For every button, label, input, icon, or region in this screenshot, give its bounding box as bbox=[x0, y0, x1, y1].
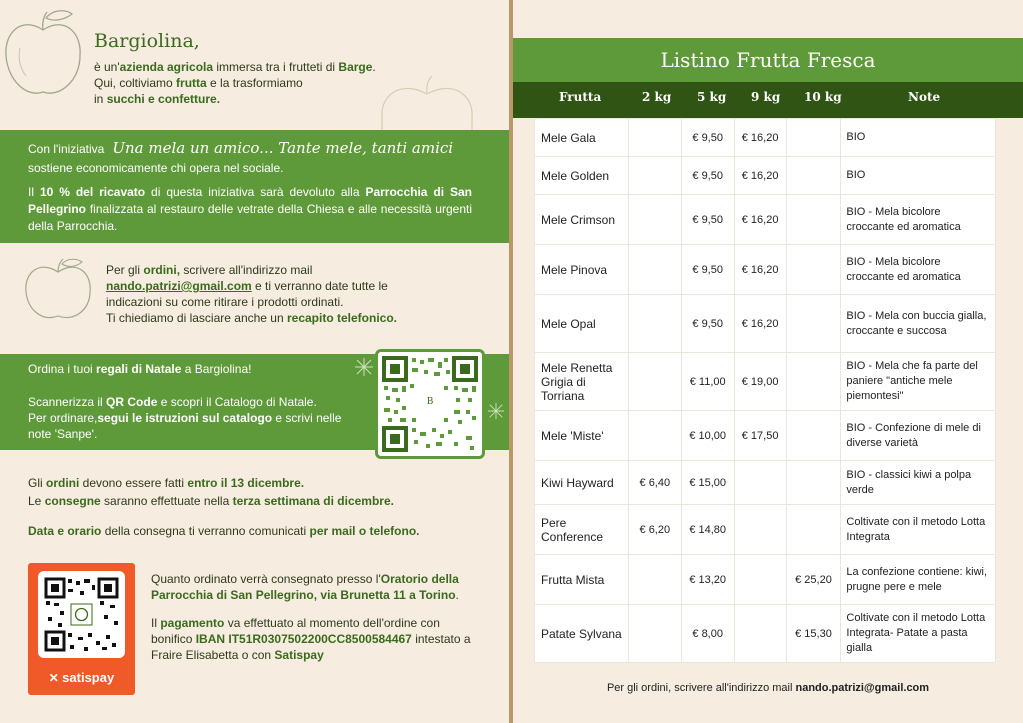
price-10kg: € 25,20 bbox=[786, 555, 841, 605]
price-table bbox=[534, 118, 996, 663]
price-9kg: € 16,20 bbox=[734, 119, 786, 157]
christmas-instructions: Scannerizza il QR Code e scopri il Catalogo di Natale. Per ordinare,segui le istruzioni sul catalogo e scrivi nelle note 'Sanpe'. bbox=[28, 395, 342, 441]
price-10kg bbox=[786, 411, 841, 461]
col-9kg: 9 kg bbox=[751, 90, 781, 104]
qr-code-icon bbox=[38, 571, 125, 658]
table-row bbox=[535, 411, 996, 461]
snowflake-icon bbox=[354, 357, 374, 377]
price-2kg bbox=[628, 119, 681, 157]
fruit-name: Mele 'Miste' bbox=[535, 411, 629, 461]
price-10kg bbox=[786, 157, 841, 195]
table-row bbox=[535, 605, 996, 663]
table-row bbox=[535, 461, 996, 505]
brand-name: Bargiolina, bbox=[94, 30, 200, 52]
price-5kg: € 14,80 bbox=[681, 505, 734, 555]
price-2kg bbox=[628, 411, 681, 461]
fruit-note: BIO bbox=[841, 119, 996, 157]
price-10kg bbox=[786, 505, 841, 555]
satispay-mark-icon: ✕ bbox=[48, 671, 63, 685]
fruit-name: Patate Sylvana bbox=[535, 605, 629, 663]
price-5kg: € 9,50 bbox=[681, 245, 734, 295]
col-2kg: 2 kg bbox=[642, 90, 672, 104]
price-10kg bbox=[786, 119, 841, 157]
price-10kg bbox=[786, 461, 841, 505]
fruit-note: BIO - Mela bicolore croccante ed aromatica bbox=[841, 245, 996, 295]
price-5kg: € 9,50 bbox=[681, 157, 734, 195]
price-2kg bbox=[628, 157, 681, 195]
table-row bbox=[535, 505, 996, 555]
fruit-name: Frutta Mista bbox=[535, 555, 629, 605]
price-9kg bbox=[734, 605, 786, 663]
price-10kg: € 15,30 bbox=[786, 605, 841, 663]
fruit-note: BIO - Mela che fa parte del paniere "antiche mele piemontesi" bbox=[841, 353, 996, 411]
orders-info: Per gli ordini, scrivere all'indirizzo mail nando.patrizi@gmail.com e ti verranno date tutte le indicazioni su come ritirare i prodotti ordinati. Ti chiediamo di lasciare anche un recapito telefonico. bbox=[106, 263, 398, 325]
price-5kg: € 8,00 bbox=[681, 605, 734, 663]
price-5kg: € 11,00 bbox=[681, 353, 734, 411]
price-5kg: € 9,50 bbox=[681, 295, 734, 353]
fruit-name: Pere Conference bbox=[535, 505, 629, 555]
fruit-note: Coltivate con il metodo Lotta Integrata- Patate a pasta gialla bbox=[841, 605, 996, 663]
price-10kg bbox=[786, 195, 841, 245]
fruit-note: BIO - Confezione di mele di diverse varietà bbox=[841, 411, 996, 461]
fruit-name: Mele Crimson bbox=[535, 195, 629, 245]
fruit-note: Coltivate con il metodo Lotta Integrata bbox=[841, 505, 996, 555]
price-2kg: € 6,40 bbox=[628, 461, 681, 505]
price-5kg: € 10,00 bbox=[681, 411, 734, 461]
price-9kg bbox=[734, 505, 786, 555]
initiative-band bbox=[0, 130, 509, 243]
fruit-name: Mele Pinova bbox=[535, 245, 629, 295]
price-9kg bbox=[734, 461, 786, 505]
initiative-lead: Con l'iniziativa Una mela un amico... Tante mele, tanti amici bbox=[28, 139, 454, 157]
price-2kg bbox=[628, 555, 681, 605]
fruit-note: La confezione contiene: kiwi, prugne pere e mele bbox=[841, 555, 996, 605]
col-5kg: 5 kg bbox=[697, 90, 727, 104]
apple-illustration-icon bbox=[2, 8, 84, 100]
right-panel bbox=[513, 0, 1023, 723]
table-row bbox=[535, 195, 996, 245]
footer-note: Per gli ordini, scrivere all'indirizzo mail nando.patrizi@gmail.com bbox=[606, 682, 930, 694]
table-row bbox=[535, 555, 996, 605]
svg-text:B: B bbox=[426, 397, 434, 407]
table-row bbox=[535, 353, 996, 411]
table-row bbox=[535, 295, 996, 353]
initiative-motto: Una mela un amico... Tante mele, tanti amici bbox=[112, 139, 454, 157]
apple-outline-icon bbox=[22, 258, 94, 322]
price-10kg bbox=[786, 245, 841, 295]
donation-text: Il 10 % del ricavato di questa iniziativa sarà devoluto alla Parrocchia di San Pellegrino finalizzata al restauro delle vetrate della Chiesa e alle necessità urgenti della Parrocchia. bbox=[28, 185, 473, 233]
fruit-name: Mele Golden bbox=[535, 157, 629, 195]
satispay-logo: ✕ satispay bbox=[48, 670, 115, 685]
fruit-note: BIO - classici kiwi a polpa verde bbox=[841, 461, 996, 505]
price-9kg: € 16,20 bbox=[734, 157, 786, 195]
delivery-info: Data e orario della consegna ti verranno comunicati per mail o telefono. bbox=[28, 524, 420, 538]
col-fruit: Frutta bbox=[559, 90, 602, 104]
price-2kg bbox=[628, 195, 681, 245]
price-9kg: € 19,00 bbox=[734, 353, 786, 411]
fruit-note: BIO bbox=[841, 157, 996, 195]
fruit-note: BIO - Mela bicolore croccante ed aromatica bbox=[841, 195, 996, 245]
col-10kg: 10 kg bbox=[804, 90, 842, 104]
price-9kg bbox=[734, 555, 786, 605]
email-link[interactable]: nando.patrizi@gmail.com bbox=[106, 279, 252, 293]
qr-code-icon bbox=[378, 352, 482, 456]
snowflake-icon bbox=[487, 402, 505, 420]
pickup-payment-info bbox=[151, 571, 481, 675]
pickup-text: Quanto ordinato verrà consegnato presso l'Oratorio della Parrocchia di San Pellegrino, via Brunetta 11 a Torino. bbox=[151, 572, 459, 602]
price-10kg bbox=[786, 295, 841, 353]
footer-email-link[interactable]: nando.patrizi@gmail.com bbox=[795, 682, 930, 694]
price-9kg: € 16,20 bbox=[734, 245, 786, 295]
fruit-name: Kiwi Hayward bbox=[535, 461, 629, 505]
christmas-title: Ordina i tuoi regali di Natale a Bargiolina! bbox=[28, 362, 252, 376]
table-row bbox=[535, 157, 996, 195]
satispay-qr-code[interactable] bbox=[38, 571, 125, 658]
price-9kg: € 17,50 bbox=[734, 411, 786, 461]
price-9kg: € 16,20 bbox=[734, 195, 786, 245]
price-table-header bbox=[513, 82, 1023, 118]
fruit-note: BIO - Mela con buccia gialla, croccante e succosa bbox=[841, 295, 996, 353]
price-2kg: € 6,20 bbox=[628, 505, 681, 555]
price-2kg bbox=[628, 295, 681, 353]
deadline-info: Gli ordini devono essere fatti entro il 13 dicembre. Le consegne saranno effettuate nella terza settimana di dicembre. bbox=[28, 476, 394, 508]
price-2kg bbox=[628, 353, 681, 411]
col-notes: Note bbox=[908, 90, 941, 104]
fruit-name: Mele Gala bbox=[535, 119, 629, 157]
table-row bbox=[535, 119, 996, 157]
price-2kg bbox=[628, 605, 681, 663]
left-panel bbox=[0, 0, 509, 723]
fruit-name: Mele Renetta Grigia di Torriana bbox=[535, 353, 629, 411]
payment-text: Il pagamento va effettuato al momento dell'ordine con bonifico IBAN IT51R0307502200CC8500584467 intestato a Fraire Elisabetta o con Satispay bbox=[151, 616, 471, 662]
intro-text: è un'azienda agricola immersa tra i frutteti di Barge. Qui, coltiviamo frutta e la trasformiamo in succhi e confetture. bbox=[94, 60, 376, 106]
christmas-qr-code[interactable] bbox=[375, 349, 485, 459]
price-5kg: € 9,50 bbox=[681, 119, 734, 157]
price-9kg: € 16,20 bbox=[734, 295, 786, 353]
initiative-support: sostiene economicamente chi opera nel sociale. bbox=[28, 161, 284, 175]
price-5kg: € 9,50 bbox=[681, 195, 734, 245]
price-10kg bbox=[786, 353, 841, 411]
price-5kg: € 13,20 bbox=[681, 555, 734, 605]
price-5kg: € 15,00 bbox=[681, 461, 734, 505]
fruit-name: Mele Opal bbox=[535, 295, 629, 353]
price-2kg bbox=[628, 245, 681, 295]
satispay-card[interactable] bbox=[28, 563, 135, 695]
price-list-title: Listino Frutta Fresca bbox=[513, 38, 1023, 82]
table-row bbox=[535, 245, 996, 295]
